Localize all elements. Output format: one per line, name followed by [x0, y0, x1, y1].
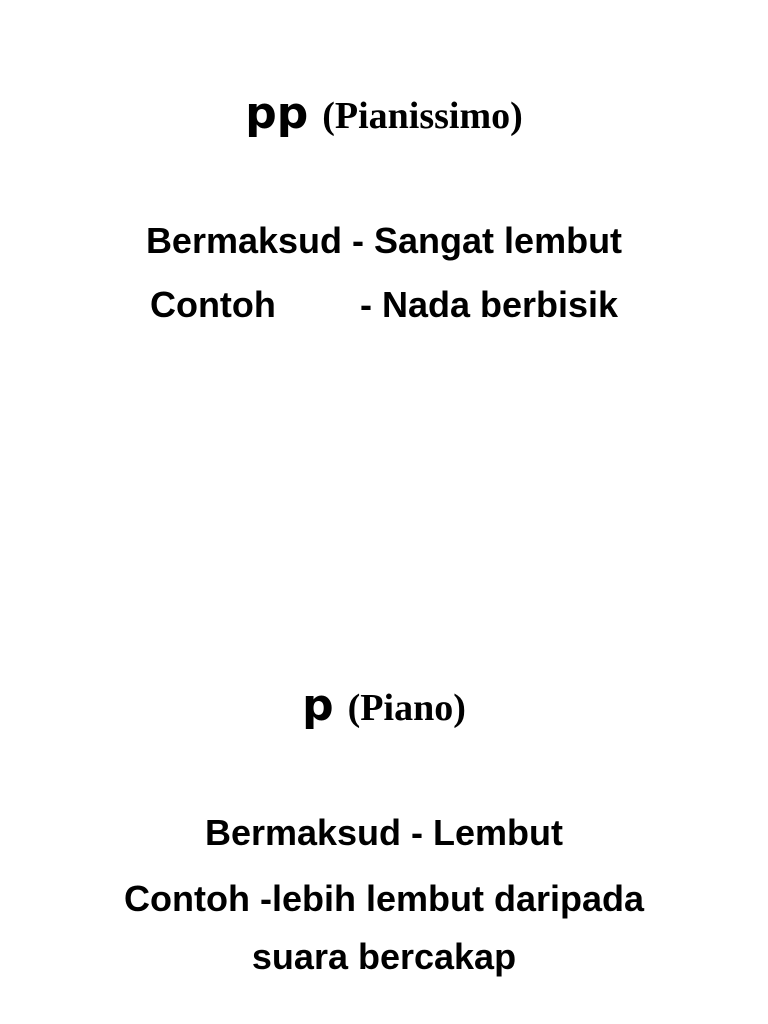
piano-heading [0, 680, 768, 731]
piano-term: (Piano) [347, 687, 466, 729]
pianissimo-heading [0, 88, 768, 139]
piano-symbol: p [302, 680, 334, 731]
pianissimo-example-label: Contoh [149, 284, 276, 325]
pianissimo-example-value: - Nada berbisik [359, 284, 619, 325]
pianissimo-symbol: pp [245, 88, 309, 139]
piano-example-line-1: Contoh -lebih lembut daripada [124, 878, 644, 919]
pianissimo-example [0, 284, 768, 326]
piano-meaning: Bermaksud - Lembut [204, 812, 564, 853]
piano-example-line-2: suara bercakap [251, 936, 517, 977]
pianissimo-meaning: Bermaksud - Sangat lembut [145, 220, 623, 261]
pianissimo-term: (Pianissimo) [322, 95, 523, 137]
